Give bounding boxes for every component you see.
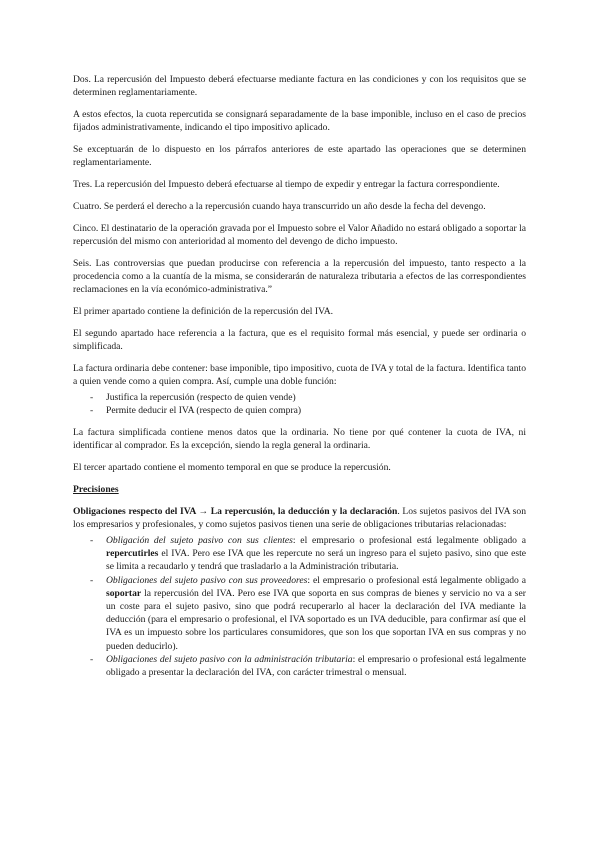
paragraph-excepciones: Se exceptuarán de lo dispuesto en los párrafos anteriores de este apartado las operaciones que se determinen reglamentariamente. — [73, 144, 526, 169]
obligation-keyword: repercutirles — [106, 548, 159, 560]
paragraph-seis: Seis. Las controversias que puedan producirse con referencia a la repercusión del impuesto, tanto respecto a la procedencia como a la cuantía de la misma, se considerarán de naturaleza tributaria a efectos de las correspondientes reclamaciones en la vía económico-administrativa.” — [73, 257, 526, 295]
list-item: - Permite deducir el IVA (respecto de quien compra) — [73, 404, 526, 417]
paragraph-obligaciones — [73, 505, 526, 531]
obligaciones-list — [73, 534, 526, 679]
obligation-keyword: soportar — [106, 587, 142, 599]
paragraph-dos: Dos. La repercusión del Impuesto deberá efectuarse mediante factura en las condiciones y con los requisitos que se determinen reglamentariamente. — [73, 74, 526, 99]
obligaciones-lead: Obligaciones respecto del IVA → La repercusión, la deducción y la declaración — [73, 505, 398, 517]
list-item: - Obligación del sujeto pasivo con sus clientes: el empresario o profesional está legalmente obligado a repercutirles el IVA. Pero ese IVA que les repercute no será un ingreso para el sujeto pasivo, sino que este se limita a recaudarlo y tendrá que trasladarlo a la Administración tributaria. — [73, 534, 526, 574]
section-heading-precisiones: Precisiones — [73, 483, 119, 495]
obligation-title: Obligaciones del sujeto pasivo con sus proveedores — [106, 574, 308, 586]
paragraph-tercer-apartado: El tercer apartado contiene el momento temporal en que se produce la repercusión. — [73, 462, 391, 473]
paragraph-efectos: A estos efectos, la cuota repercutida se consignará separadamente de la base imponible, incluso en el caso de precios fijados administrativamente, indicando el tipo impositivo aplicado. — [73, 109, 526, 134]
paragraph-segundo-apartado: El segundo apartado hace referencia a la factura, que es el requisito formal más esencial, y puede ser ordinaria o simplificada. — [73, 327, 526, 352]
paragraph-cinco: Cinco. El destinatario de la operación gravada por el Impuesto sobre el Valor Añadido no estará obligado a soportar la repercusión del mismo con anterioridad al momento del devengo de dicho impuesto. — [73, 222, 526, 247]
list-item: - Obligaciones del sujeto pasivo con la administración tributaria: el empresario o profesional está legalmente obligado a presentar la declaración del IVA, con carácter trimestral o mensual. — [73, 653, 526, 679]
list-item: - Justifica la repercusión (respecto de quien vende) — [73, 391, 526, 404]
paragraph-factura-simplificada: La factura simplificada contiene menos datos que la ordinaria. No tiene por qué contener la cuota de IVA, ni identificar al comprador. Es la excepción, siendo la regla general la ordinaria. — [73, 427, 526, 452]
paragraph-cuatro: Cuatro. Se perderá el derecho a la repercusión cuando haya transcurrido un año desde la fecha del devengo. — [73, 200, 486, 212]
paragraph-factura-ordinaria: La factura ordinaria debe contener: base imponible, tipo impositivo, cuota de IVA y total de la factura. Identifica tanto a quien vende como a quien compra. Así, cumple una doble función: — [73, 362, 526, 387]
obligation-title: Obligación del sujeto pasivo con sus clientes — [106, 535, 293, 546]
obligation-title: Obligaciones del sujeto pasivo con la administración tributaria — [106, 653, 353, 665]
functions-list — [73, 391, 526, 417]
obligaciones-text: . Los sujetos pasivos del IVA son los empresarios y profesionales, y como sujetos pasivos tienen una serie de obligaciones tributarias relacionadas: — [73, 505, 526, 530]
paragraph-primer-apartado: El primer apartado contiene la definición de la repercusión del IVA. — [73, 305, 334, 317]
list-item: - Obligaciones del sujeto pasivo con sus proveedores: el empresario o profesional está legalmente obligado a soportar la repercusión del IVA. Pero ese IVA que soporta en sus compras de bienes y servicio no va a ser un coste para el sujeto pasivo, sino que podrá recuperarlo al hacer la declaración del IVA mediante la deducción (para el empresario o profesional, el IVA soportado es un IVA deducible, para confirmar así que el IVA es un impuesto sobre los particulares consumidores, que son los que soportan IVA en sus compras y no pueden deducirlo). — [73, 574, 526, 653]
paragraph-tres: Tres. La repercusión del Impuesto deberá efectuarse al tiempo de expedir y entregar la factura correspondiente. — [73, 179, 500, 190]
